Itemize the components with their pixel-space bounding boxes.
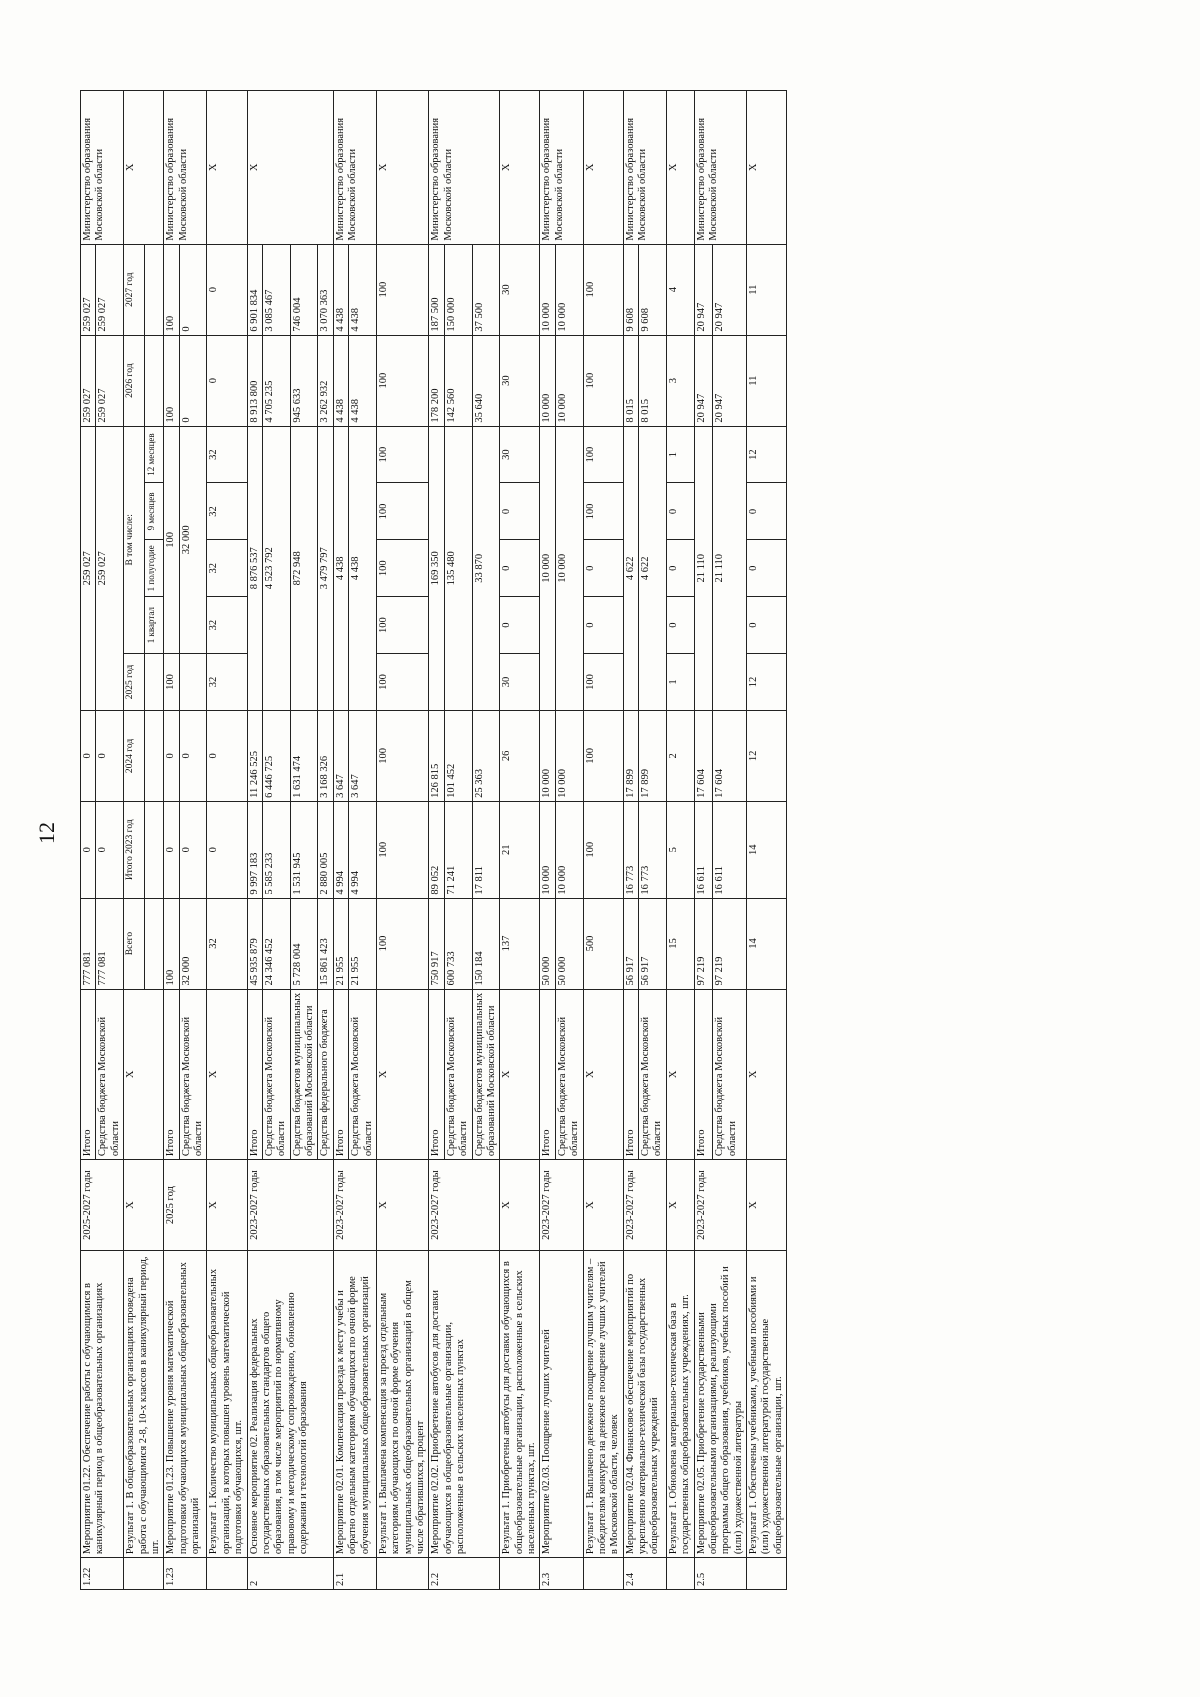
funding-source: Итого [247, 989, 262, 1160]
page-number: 12 [34, 822, 59, 844]
value-2026: 0 [179, 335, 207, 426]
value-2027: 20 947 [713, 244, 747, 335]
funding-source: Средства бюджета Московской области [349, 989, 377, 1160]
executor: X [247, 91, 333, 245]
value-2027: 746 004 [290, 244, 318, 335]
result-2025: 1 [666, 654, 694, 711]
result-2026: 100 [376, 335, 429, 426]
value-2024: 1 631 474 [290, 710, 318, 801]
value-2027: 3 070 363 [318, 244, 333, 335]
period: X [207, 1160, 247, 1251]
value-2023: 0 [96, 801, 124, 898]
value-total: 50 000 [555, 898, 583, 989]
table-row [376, 91, 429, 1590]
result-12m: 100 [583, 426, 623, 483]
table-row [747, 91, 787, 1590]
period: 2025-2027 годы [81, 1160, 124, 1251]
executor: Министерство образования Московской области [540, 91, 583, 245]
result-total: 15 [666, 898, 694, 989]
value-2027: 0 [179, 244, 207, 335]
funding-source: X [124, 989, 164, 1160]
value-2026: 3 262 932 [318, 335, 333, 426]
table-row [247, 91, 262, 1590]
result-total: 137 [500, 898, 540, 989]
value-2024: 126 815 [429, 710, 444, 801]
value-2025: 135 480 [444, 426, 472, 710]
period: 2023-2027 годы [247, 1160, 333, 1251]
value-2024: 17 604 [694, 710, 713, 801]
row-number: 2.4 [623, 1558, 666, 1590]
value-2024: 11 246 525 [247, 710, 262, 801]
funding-source: Итого [333, 989, 348, 1160]
value-2023: 16 611 [694, 801, 713, 898]
result-q1: 0 [500, 597, 540, 654]
value-2026: 259 027 [81, 335, 96, 426]
value-2025: 872 948 [290, 426, 318, 710]
budget-table [80, 90, 787, 1590]
value-2026: 8 015 [639, 335, 667, 426]
value-2027: 187 500 [429, 244, 444, 335]
value-2027: 150 000 [444, 244, 472, 335]
value-2025-incl: 32 000 [179, 426, 207, 653]
result-q1: 0 [583, 597, 623, 654]
executor: Министерство образования Московской области [694, 91, 747, 245]
value-2023: 2 880 005 [318, 801, 333, 898]
executor: X [747, 91, 787, 245]
table-row [124, 91, 144, 1590]
result-2027: 100 [376, 244, 429, 335]
value-2024: 0 [164, 710, 179, 801]
result-2027: 11 [747, 244, 787, 335]
funding-source: Средства бюджетов муниципальных образований Московской области [472, 989, 500, 1160]
value-2026: 8 015 [623, 335, 638, 426]
result-2026: 100 [583, 335, 623, 426]
value-2025: 259 027 [81, 426, 96, 710]
result-name: Результат 1. Количество муниципальных общеобразовательных организаций, в которых повышен уровень математической подготовки обучающихся, шт. [207, 1251, 247, 1558]
value-2024: 0 [96, 710, 124, 801]
value-2025: 4 523 792 [262, 426, 290, 710]
result-name: Результат 1. Выплачена компенсация за проезд отдельным категориям обучающихся по очной форме обучения муниципальных общеобразовательных организаций в общем числе обратившихся, процент [376, 1251, 429, 1558]
result-9m: 0 [747, 483, 787, 540]
value-2027: 259 027 [81, 244, 96, 335]
value-total: 56 917 [623, 898, 638, 989]
funding-source: Средства федерального бюджета [318, 989, 333, 1160]
result-12m: 1 [666, 426, 694, 483]
value-total: 21 955 [349, 898, 377, 989]
row-number: 1.23 [164, 1558, 207, 1590]
funding-source: Итого [429, 989, 444, 1160]
value-2026: 20 947 [713, 335, 747, 426]
measure-name: Мероприятие 02.02. Приобретение автобусов для доставки обучающихся в общеобразовательные организации, расположенные в сельских населенных пунктах [429, 1251, 500, 1558]
value-2026: 4 705 235 [262, 335, 290, 426]
value-2027: 100 [164, 244, 179, 335]
value-2025: 8 876 537 [247, 426, 262, 710]
funding-source: Средства бюджетов муниципальных образований Московской области [290, 989, 318, 1160]
value-2025: 4 622 [623, 426, 638, 710]
value-2025: 21 110 [694, 426, 713, 710]
result-h1: 0 [583, 540, 623, 597]
value-2024: 17 604 [713, 710, 747, 801]
funding-source: X [583, 989, 623, 1160]
value-2027: 6 901 834 [247, 244, 262, 335]
result-2023: 14 [747, 801, 787, 898]
period: 2023-2027 годы [429, 1160, 500, 1251]
result-h1: 0 [666, 540, 694, 597]
value-total: 32 000 [179, 898, 207, 989]
measure-name: Мероприятие 02.01. Компенсация проезда к месту учебы и обратно отдельным категориям обучающихся по очной форме обучения муниципальных общеобразовательных организаций [333, 1251, 376, 1558]
value-2027: 4 438 [349, 244, 377, 335]
result-total: 32 [207, 898, 247, 989]
value-2024: 17 899 [639, 710, 667, 801]
result-2023: 100 [583, 801, 623, 898]
table-row [333, 91, 348, 1590]
value-2026: 35 640 [472, 335, 500, 426]
funding-source: Средства бюджета Московской области [713, 989, 747, 1160]
value-total: 24 346 452 [262, 898, 290, 989]
value-2027: 37 500 [472, 244, 500, 335]
result-2024: 26 [500, 710, 540, 801]
result-q1: 0 [666, 597, 694, 654]
value-2025: 100 [164, 654, 179, 711]
value-2024: 101 452 [444, 710, 472, 801]
funding-source: Итого [694, 989, 713, 1160]
row-number: 2 [247, 1558, 333, 1590]
value-2025: 10 000 [540, 426, 555, 710]
table-row [164, 91, 179, 1590]
result-name: Результат 1. Приобретены автобусы для доставки обучающихся в общеобразовательные организации, расположенные в сельских населенных пунктах, шт. [500, 1251, 540, 1558]
executor: Министерство образования Московской области [333, 91, 376, 245]
result-2027: 0 [207, 244, 247, 335]
executor: Министерство образования Московской области [164, 91, 207, 245]
row-number: 2.1 [333, 1558, 376, 1590]
measure-name: Мероприятие 01.23. Повышение уровня математической подготовки обучающихся муниципальных общеобразовательных организаций [164, 1251, 207, 1558]
result-h1: 0 [747, 540, 787, 597]
value-2023: 1 531 945 [290, 801, 318, 898]
funding-source: X [666, 989, 694, 1160]
rotated-table-container [80, 90, 1110, 1590]
result-2027: 100 [583, 244, 623, 335]
measure-name: Мероприятие 02.05. Приобретение государственными общеобразовательными организациями, реализующими программы общего образования, учебников, учебных пособий и (или) художественной литературы [694, 1251, 747, 1558]
row-number: 2.3 [540, 1558, 583, 1590]
value-2025: 4 438 [333, 426, 348, 710]
value-total: 21 955 [333, 898, 348, 989]
result-q1: 32 [207, 597, 247, 654]
measure-name: Основное мероприятие 02. Реализация федеральных государственных образовательных стандартов общего образования, в том числе мероприятий по нормативному правовому и методическому сопровождению, обновлению содержания и технологий образования [247, 1251, 333, 1558]
result-h1: 100 [376, 540, 429, 597]
funding-source: Средства бюджета Московской области [262, 989, 290, 1160]
result-9m: 100 [583, 483, 623, 540]
table-row [81, 91, 96, 1590]
value-2023: 4 994 [333, 801, 348, 898]
funding-source: Средства бюджета Московской области [639, 989, 667, 1160]
value-2027: 3 085 467 [262, 244, 290, 335]
period: X [583, 1160, 623, 1251]
executor: Министерство образования Московской области [623, 91, 666, 245]
result-h1: 32 [207, 540, 247, 597]
result-2023: 21 [500, 801, 540, 898]
value-total: 97 219 [694, 898, 713, 989]
funding-source: X [747, 989, 787, 1160]
value-2025: 259 027 [96, 426, 124, 710]
period: 2023-2027 годы [623, 1160, 666, 1251]
value-2026: 178 200 [429, 335, 444, 426]
result-12m: 30 [500, 426, 540, 483]
table-row [500, 91, 540, 1590]
row-number: 2.2 [429, 1558, 500, 1590]
period: 2025 год [164, 1160, 207, 1251]
value-2026: 945 633 [290, 335, 318, 426]
value-2023: 5 585 233 [262, 801, 290, 898]
header-incl: В том числе: [124, 426, 144, 653]
value-2027: 4 438 [333, 244, 348, 335]
funding-source: Итого [81, 989, 96, 1160]
result-12m: 12 [747, 426, 787, 483]
value-2024: 3 168 326 [318, 710, 333, 801]
funding-source: Средства бюджета Московской области [555, 989, 583, 1160]
table-row [666, 91, 694, 1590]
value-total: 50 000 [540, 898, 555, 989]
value-2023: 89 052 [429, 801, 444, 898]
value-2026: 4 438 [333, 335, 348, 426]
result-2024: 100 [583, 710, 623, 801]
period: X [376, 1160, 429, 1251]
funding-source: Средства бюджета Московской области [444, 989, 472, 1160]
value-2025: 3 479 797 [318, 426, 333, 710]
result-2024: 2 [666, 710, 694, 801]
value-2025: 4 622 [639, 426, 667, 710]
result-2024: 12 [747, 710, 787, 801]
value-2023: 10 000 [540, 801, 555, 898]
table-row [694, 91, 713, 1590]
result-h1: 0 [500, 540, 540, 597]
measure-name: Мероприятие 01.22. Обеспечение работы с обучающимися в каникулярный период в общеобразовательных организациях [81, 1251, 124, 1558]
result-2025: 100 [583, 654, 623, 711]
executor: X [124, 91, 164, 245]
executor: Министерство образования Московской области [81, 91, 124, 245]
value-2026: 10 000 [555, 335, 583, 426]
value-total: 15 861 423 [318, 898, 333, 989]
result-2026: 0 [207, 335, 247, 426]
row-number: 2.5 [694, 1558, 747, 1590]
executor: X [583, 91, 623, 245]
header-2026: 2026 год [124, 335, 144, 426]
value-2024: 0 [179, 710, 207, 801]
result-9m: 32 [207, 483, 247, 540]
result-12m: 100 [376, 426, 429, 483]
value-2026: 4 438 [349, 335, 377, 426]
executor: X [207, 91, 247, 245]
header-h1: 1 полугодие [144, 540, 164, 597]
value-total: 100 [164, 898, 179, 989]
executor: X [666, 91, 694, 245]
result-2025: 100 [376, 654, 429, 711]
header-2027: 2027 год [124, 244, 144, 335]
value-2024: 3 647 [333, 710, 348, 801]
result-name: Результат 1. В общеобразовательных организациях проведена работа с обучающимися 2-8, 10-х классов в каникулярный период, шт. [124, 1251, 164, 1558]
header-total: Всего [124, 898, 144, 989]
value-2027: 10 000 [555, 244, 583, 335]
table-row [429, 91, 444, 1590]
value-2023: 16 773 [639, 801, 667, 898]
result-2027: 4 [666, 244, 694, 335]
result-total: 14 [747, 898, 787, 989]
result-2023: 100 [376, 801, 429, 898]
value-total: 750 917 [429, 898, 444, 989]
value-total: 45 935 879 [247, 898, 262, 989]
funding-source: X [500, 989, 540, 1160]
header-q1: 1 квартал [144, 597, 164, 654]
value-2023: 71 241 [444, 801, 472, 898]
row-number: 1.22 [81, 1558, 124, 1590]
result-2025: 12 [747, 654, 787, 711]
result-name: Результат 1. Обеспечены учебниками, учебными пособиями и (или) художественной литературой государственные общеобразовательные организации, шт. [747, 1251, 787, 1558]
value-2023: 4 994 [349, 801, 377, 898]
result-2025: 32 [207, 654, 247, 711]
period: 2023-2027 годы [540, 1160, 583, 1251]
result-9m: 100 [376, 483, 429, 540]
value-2025: 10 000 [555, 426, 583, 710]
value-total: 600 733 [444, 898, 472, 989]
period: X [666, 1160, 694, 1251]
header-12m: 12 месяцев [144, 426, 164, 483]
funding-source: Средства бюджета Московской области [179, 989, 207, 1160]
header-2025: 2025 год [124, 654, 144, 711]
result-name: Результат 1. Обновлена материально-техническая база в государственных общеобразовательных учреждениях, шт. [666, 1251, 694, 1558]
result-total: 500 [583, 898, 623, 989]
value-2027: 20 947 [694, 244, 713, 335]
value-2023: 17 811 [472, 801, 500, 898]
value-2023: 0 [81, 801, 96, 898]
result-q1: 0 [747, 597, 787, 654]
table-row [207, 91, 247, 1590]
funding-source: X [207, 989, 247, 1160]
result-2027: 30 [500, 244, 540, 335]
value-2025-incl: 100 [164, 426, 179, 653]
value-2027: 10 000 [540, 244, 555, 335]
period: 2023-2027 годы [694, 1160, 747, 1251]
period: X [124, 1160, 164, 1251]
result-9m: 0 [500, 483, 540, 540]
result-2024: 0 [207, 710, 247, 801]
funding-source: Средства бюджета Московской области [96, 989, 124, 1160]
value-total: 97 219 [713, 898, 747, 989]
measure-name: Мероприятие 02.04. Финансовое обеспечение мероприятий по укреплению материально-технической базы государственных общеобразовательных учреждений [623, 1251, 666, 1558]
value-2026: 259 027 [96, 335, 124, 426]
value-2025: 21 110 [713, 426, 747, 710]
value-2027: 9 608 [639, 244, 667, 335]
value-2024: 25 363 [472, 710, 500, 801]
value-total: 777 081 [96, 898, 124, 989]
measure-name: Мероприятие 02.03. Поощрение лучших учителей [540, 1251, 583, 1558]
executor: Министерство образования Московской области [429, 91, 500, 245]
value-2023: 0 [179, 801, 207, 898]
value-total: 5 728 004 [290, 898, 318, 989]
period: X [500, 1160, 540, 1251]
value-2026: 142 560 [444, 335, 472, 426]
value-2023: 0 [164, 801, 179, 898]
result-2026: 3 [666, 335, 694, 426]
header-9m: 9 месяцев [144, 483, 164, 540]
value-2024: 6 446 725 [262, 710, 290, 801]
result-2025: 30 [500, 654, 540, 711]
value-2025: 169 350 [429, 426, 444, 710]
value-2025: 4 438 [349, 426, 377, 710]
header-2023: Итого 2023 год [124, 801, 144, 898]
value-2027: 259 027 [96, 244, 124, 335]
period: 2023-2027 годы [333, 1160, 376, 1251]
value-total: 150 184 [472, 898, 500, 989]
value-2023: 16 773 [623, 801, 638, 898]
value-2024: 10 000 [555, 710, 583, 801]
value-2024: 10 000 [540, 710, 555, 801]
value-2026: 10 000 [540, 335, 555, 426]
value-2023: 9 997 183 [247, 801, 262, 898]
value-2026: 20 947 [694, 335, 713, 426]
value-2024: 0 [81, 710, 96, 801]
value-2026: 100 [164, 335, 179, 426]
value-2026: 8 913 800 [247, 335, 262, 426]
result-2023: 0 [207, 801, 247, 898]
header-2024: 2024 год [124, 710, 144, 801]
funding-source: Итого [540, 989, 555, 1160]
value-2025: 33 870 [472, 426, 500, 710]
table-row [540, 91, 555, 1590]
result-2026: 11 [747, 335, 787, 426]
result-12m: 32 [207, 426, 247, 483]
result-2023: 5 [666, 801, 694, 898]
result-total: 100 [376, 898, 429, 989]
value-2024: 17 899 [623, 710, 638, 801]
value-2023: 16 611 [713, 801, 747, 898]
executor: X [376, 91, 429, 245]
result-9m: 0 [666, 483, 694, 540]
result-name: Результат 1. Выплачено денежное поощрение лучшим учителям – победителям конкурса на денежное поощрение лучших учителей в Московской области, человек [583, 1251, 623, 1558]
executor: X [500, 91, 540, 245]
period: X [747, 1160, 787, 1251]
result-q1: 100 [376, 597, 429, 654]
value-2027: 9 608 [623, 244, 638, 335]
value-total: 56 917 [639, 898, 667, 989]
funding-source: X [376, 989, 429, 1160]
table-row [583, 91, 623, 1590]
result-2026: 30 [500, 335, 540, 426]
value-2024: 3 647 [349, 710, 377, 801]
value-2023: 10 000 [555, 801, 583, 898]
value-total: 777 081 [81, 898, 96, 989]
funding-source: Итого [164, 989, 179, 1160]
table-row [623, 91, 638, 1590]
funding-source: Итого [623, 989, 638, 1160]
result-2024: 100 [376, 710, 429, 801]
